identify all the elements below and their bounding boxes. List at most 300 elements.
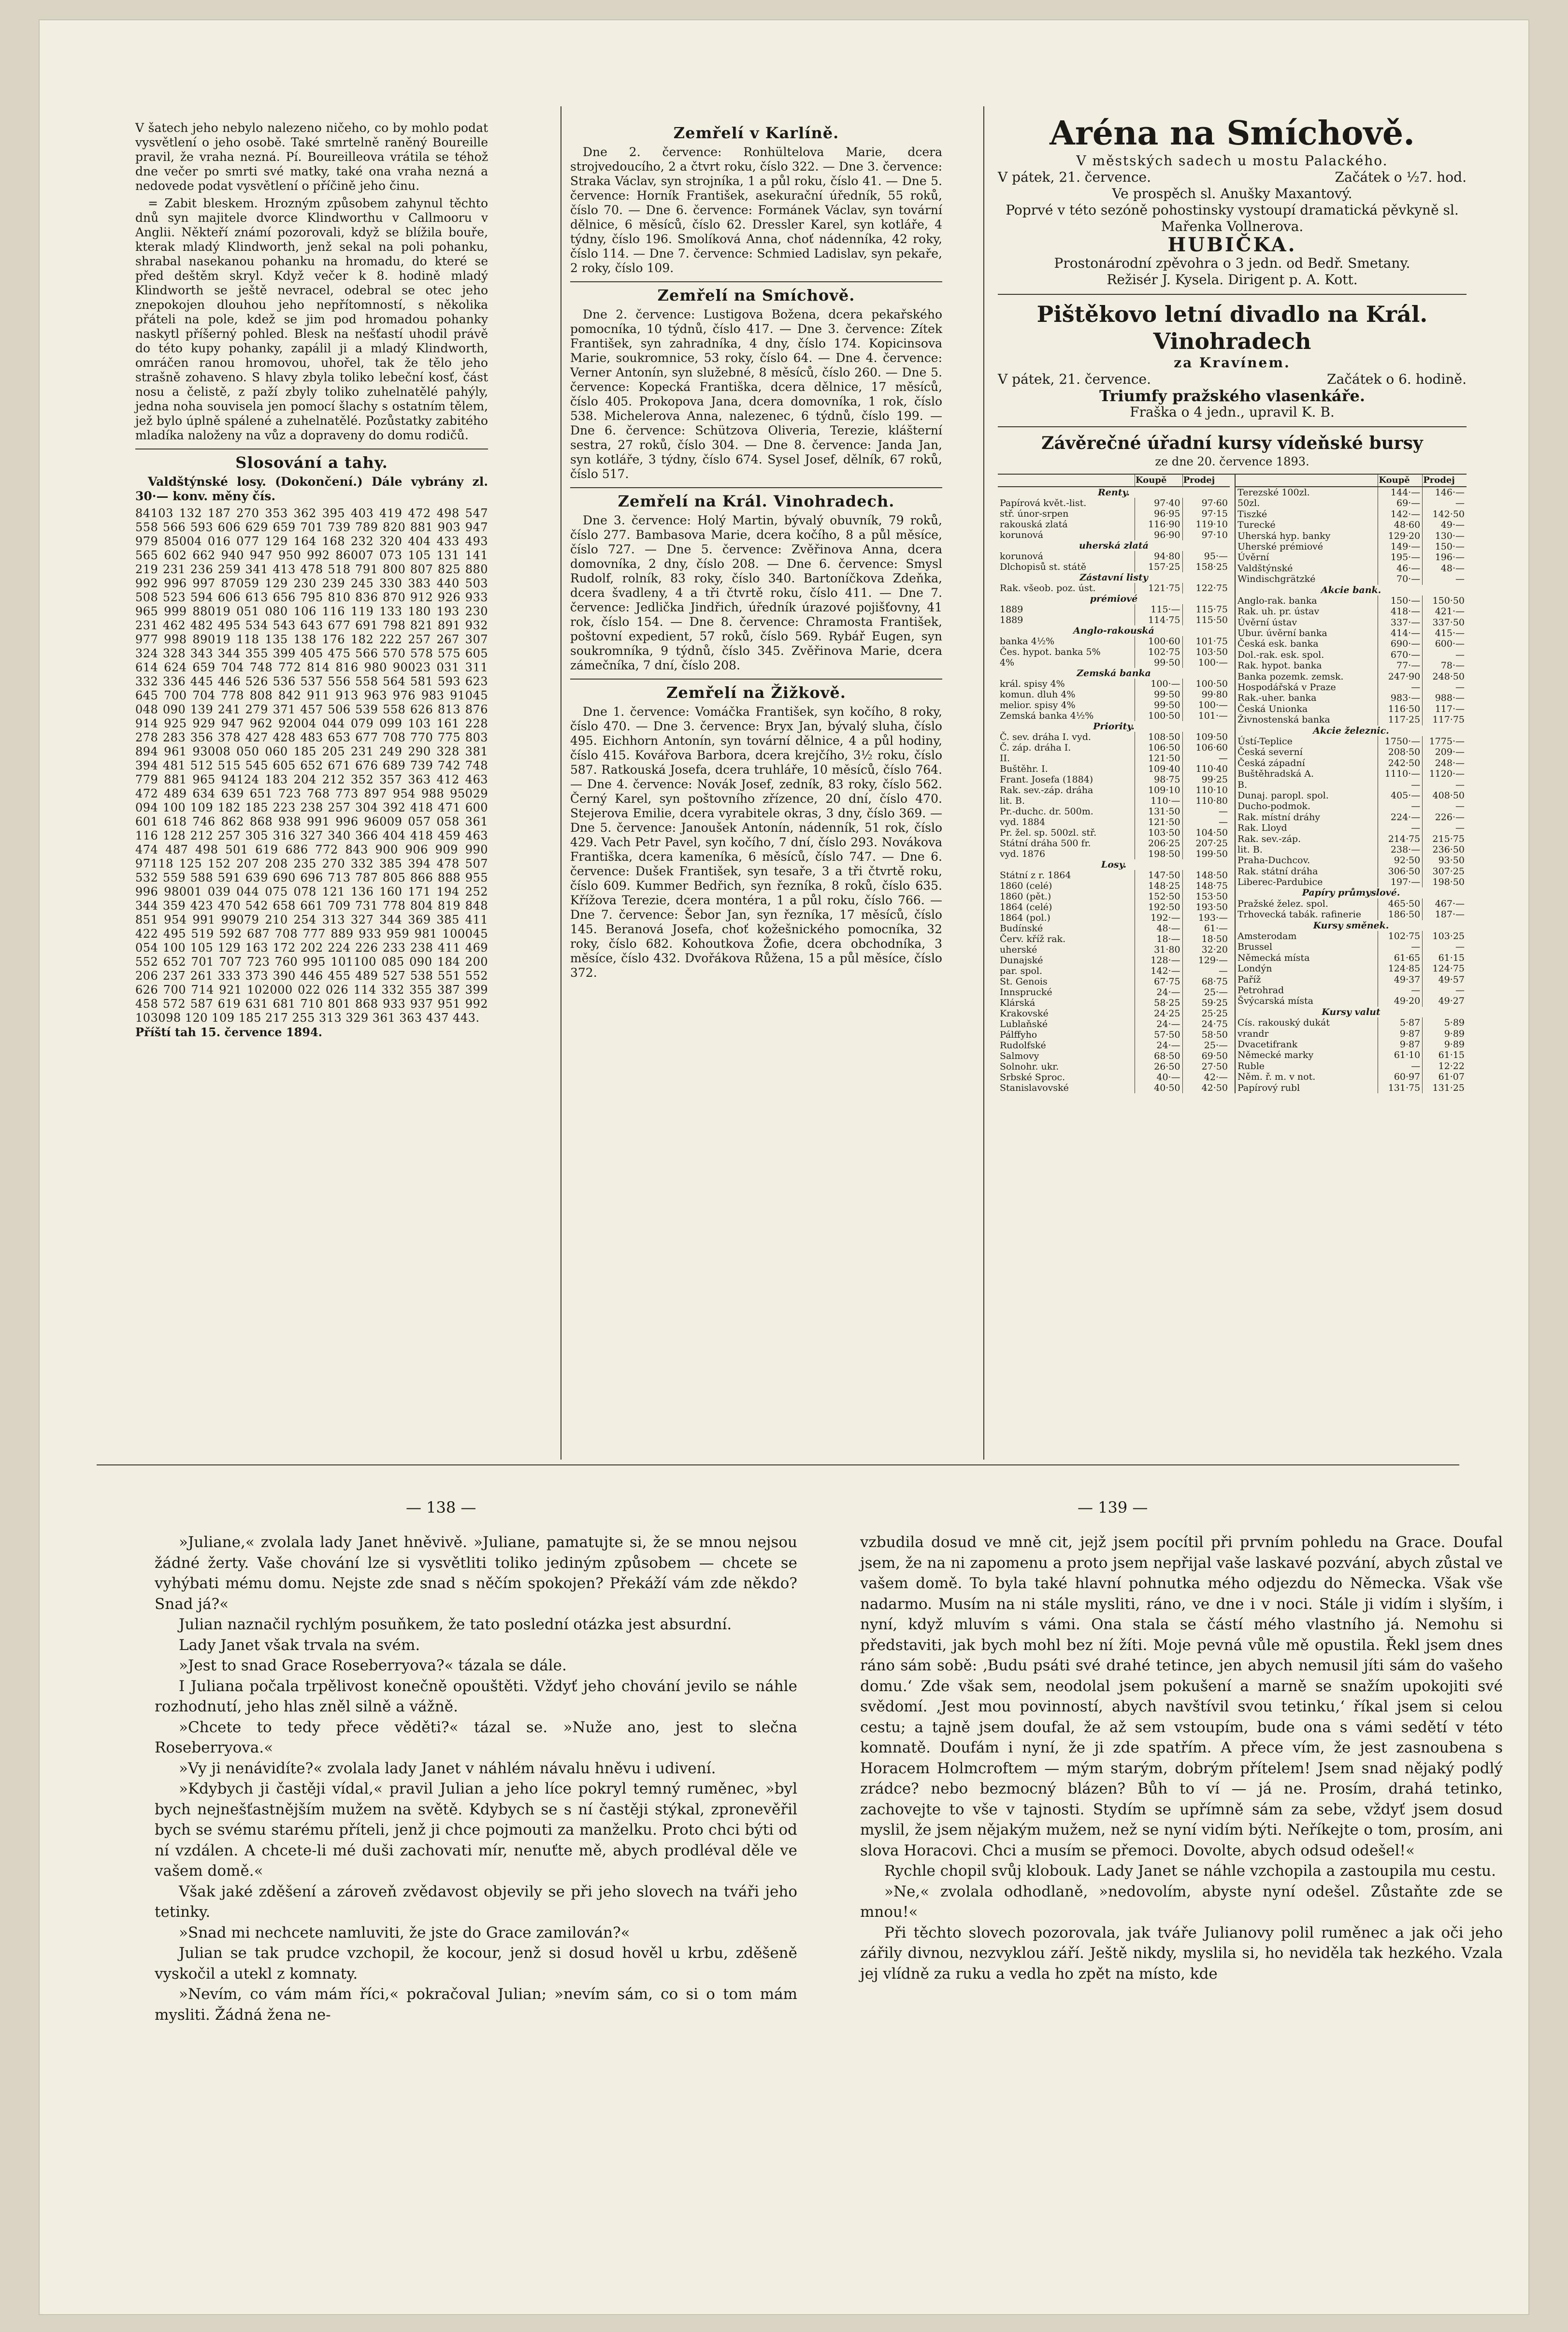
arena-subtitle: V městských sadech u mostu Palackého. bbox=[1076, 153, 1388, 169]
column-header-sell: Prodej bbox=[1182, 475, 1230, 487]
rate-row bbox=[1235, 996, 1467, 1006]
rate-row bbox=[1235, 725, 1467, 736]
rate-buy: 195·— bbox=[1378, 552, 1423, 563]
rate-name: II. bbox=[1000, 753, 1010, 764]
rate-name: 1889 bbox=[1000, 604, 1023, 615]
rate-buy: 405·— bbox=[1378, 790, 1423, 801]
rate-name: Priority. bbox=[1093, 721, 1135, 732]
rate-row bbox=[998, 679, 1230, 689]
rate-buy: 198·50 bbox=[1135, 849, 1183, 859]
rate-name: 50zl. bbox=[1237, 498, 1260, 509]
rate-row bbox=[1235, 1039, 1467, 1050]
rate-name: Č. sev. dráha I. vyd. bbox=[1000, 732, 1091, 742]
section-heading: Zemřelí na Žižkově. bbox=[666, 683, 846, 702]
rate-buy: 100·— bbox=[1135, 679, 1183, 689]
story-paragraph: I Juliana počala trpělivost konečně opouštěti. Vždyť jeho chování jevilo se náhle rozhodnutí, jeho hlas zněl silně a vážně. bbox=[155, 1677, 797, 1715]
rate-name: Buštěhradská A. bbox=[1237, 768, 1314, 780]
rate-buy: 142·— bbox=[1378, 509, 1423, 520]
column-header-sell: Prodej bbox=[1423, 475, 1467, 487]
rate-row bbox=[998, 774, 1230, 785]
rate-buy: 100·50 bbox=[1135, 710, 1183, 721]
lottery-numbers: 84103 132 187 270 353 362 395 403 419 472 498 547 558 566 593 606 629 659 701 739 789 820 881 903 947 979 85004 016 077 129 164 168 232 320 404 433 493 565 602 662 940 947 950 992 86007 073 105 131 141 219 231 236 259 341 413 478 518 791 800 807 825 880 992 996 997 87059 129 230 239 245 330 383 440 503 508 523 594 606 613 656 795 810 836 870 912 926 933 965 999 88019 051 080 106 116 119 133 180 193 230 231 462 482 495 534 543 643 677 691 798 821 891 932 977 998 89019 118 135 138 176 182 222 257 267 307 324 328 343 344 355 399 405 475 566 570 578 575 605 614 624 659 704 748 772 814 816 980 90023 031 311 332 336 445 446 526 536 537 556 558 564 581 593 623 645 700 704 778 808 842 911 913 963 976 983 91045 048 090 139 241 279 371 457 506 539 558 626 813 876 914 925 929 947 962 92004 044 079 099 103 161 228 278 283 356 378 427 428 483 653 677 708 770 775 803 894 961 93008 050 060 185 205 231 249 290 328 381 394 481 512 515 545 605 652 671 676 689 739 742 748 779 881 965 94124 183 204 212 352 357 363 412 463 472 489 634 639 651 723 768 773 897 954 988 95029 094 100 109 182 185 223 238 257 304 392 418 471 600 601 618 746 862 868 938 991 996 96009 057 058 361 116 128 212 257 305 316 327 340 366 404 418 459 463 474 487 498 501 619 686 772 843 900 906 909 990 97118 125 152 207 208 235 270 332 385 394 478 507 532 559 588 591 639 690 696 713 787 805 866 888 955 996 98001 039 044 075 078 121 136 160 171 194 252 344 359 423 470 542 658 661 709 731 778 804 819 848 851 954 991 99079 210 254 313 327 344 369 385 411 422 495 519 592 687 708 777 889 933 959 981 100045 054 100 105 129 163 172 202 224 226 233 238 411 469 552 652 701 707 723 760 995 101100 085 090 184 200 206 237 261 333 373 390 446 455 489 527 538 551 552 626 700 714 921 102000 022 026 114 332 355 387 399 458 572 587 619 631 681 710 801 868 933 937 951 992 103098 120 109 185 217 255 313 329 361 363 437 443. bbox=[135, 507, 488, 1025]
bourse-date: ze dne 20. července 1893. bbox=[1155, 455, 1309, 468]
rate-row bbox=[1235, 693, 1467, 703]
rate-buy: 31·80 bbox=[1135, 944, 1183, 955]
rate-name: Tiszké bbox=[1237, 508, 1267, 520]
rate-row bbox=[1235, 498, 1467, 508]
rate-name: Ruble bbox=[1237, 1060, 1265, 1072]
rate-name: Rak. sev.-záp. bbox=[1237, 833, 1301, 844]
rate-buy: 152·50 bbox=[1135, 891, 1183, 902]
rate-sell: 115·75 bbox=[1182, 604, 1230, 615]
arena-staff: Režisér J. Kysela. Dirigent p. A. Kott. bbox=[1107, 272, 1358, 288]
rate-row bbox=[998, 966, 1230, 976]
rate-sell: — bbox=[1182, 966, 1230, 976]
rate-sell: 93·50 bbox=[1423, 855, 1467, 866]
rate-name: Salmovy bbox=[1000, 1051, 1039, 1061]
rate-name: Rak. sev.-záp. dráha bbox=[1000, 785, 1093, 796]
rate-sell: 48·— bbox=[1423, 563, 1467, 574]
rate-row bbox=[1235, 541, 1467, 552]
rate-buy: 40·— bbox=[1135, 1072, 1183, 1083]
rate-row bbox=[1235, 628, 1467, 638]
theatre-description: Fraška o 4 jedn., upravil K. B. bbox=[1130, 404, 1335, 420]
rate-row bbox=[998, 859, 1230, 870]
rate-row bbox=[998, 594, 1230, 604]
rate-sell: 25·— bbox=[1182, 987, 1230, 998]
rate-name: Krakovské bbox=[1000, 1008, 1049, 1019]
rate-name: komun. dluh 4% bbox=[1000, 689, 1076, 700]
story-paragraph: »Chcete to tedy přece věděti?« tázal se. »Nuže ano, jest to slečna Roseberryova.« bbox=[155, 1718, 797, 1756]
rate-name: Budínské bbox=[1000, 923, 1043, 934]
rate-row bbox=[1235, 801, 1467, 811]
rate-buy: 142·— bbox=[1135, 966, 1183, 976]
rate-buy: 115·— bbox=[1135, 604, 1183, 615]
rate-row bbox=[1235, 617, 1467, 628]
rate-name: vyd. 1876 bbox=[1000, 849, 1046, 859]
rate-buy: 110·— bbox=[1135, 796, 1183, 806]
rate-name: Uherská hyp. banky bbox=[1237, 530, 1331, 541]
rate-sell: 95·— bbox=[1182, 551, 1230, 562]
rate-name: 4% bbox=[1000, 657, 1015, 668]
rate-buy: 206·25 bbox=[1135, 838, 1183, 849]
rate-buy: 99·50 bbox=[1135, 657, 1183, 668]
rate-sell: 27·50 bbox=[1182, 1061, 1230, 1072]
rate-row bbox=[1235, 931, 1467, 941]
rate-buy: 117·25 bbox=[1378, 714, 1423, 725]
rate-row bbox=[1235, 520, 1467, 530]
rate-name: melior. spisy 4% bbox=[1000, 700, 1076, 710]
rate-row bbox=[1235, 1017, 1467, 1028]
rate-name: Lublaňské bbox=[1000, 1019, 1048, 1029]
rate-sell: 207·25 bbox=[1182, 838, 1230, 849]
bourse-title: Závěrečné úřadní kursy vídeňské bursy bbox=[1041, 433, 1423, 453]
rate-row bbox=[998, 530, 1230, 540]
rate-row bbox=[998, 1029, 1230, 1040]
rate-buy: 150·— bbox=[1378, 595, 1423, 606]
rate-name: lit. B. bbox=[1000, 796, 1025, 806]
rate-sell: 236·50 bbox=[1423, 844, 1467, 855]
section-heading: Zemřelí na Smíchově. bbox=[657, 286, 855, 304]
rate-sell: 61·15 bbox=[1423, 953, 1467, 963]
arena-benefit: Ve prospěch sl. Anušky Maxantový. bbox=[1112, 186, 1352, 202]
rate-buy: 983·— bbox=[1378, 693, 1423, 703]
rate-buy: 99·50 bbox=[1135, 689, 1183, 700]
rate-name: Úvěrní ústav bbox=[1237, 617, 1297, 628]
rate-row bbox=[1235, 574, 1467, 584]
rate-buy: — bbox=[1378, 1061, 1423, 1072]
rate-name: Rak. státní dráha bbox=[1237, 866, 1318, 877]
rate-buy: 148·25 bbox=[1135, 881, 1183, 891]
rate-row bbox=[1235, 941, 1467, 952]
rate-name: Ústí-Teplice bbox=[1237, 736, 1293, 747]
rate-row bbox=[998, 572, 1230, 583]
rate-row bbox=[998, 647, 1230, 657]
theatre-start: Začátek o 6. hodině. bbox=[1327, 371, 1467, 387]
rate-row bbox=[1235, 552, 1467, 563]
rate-buy: 149·— bbox=[1378, 541, 1423, 552]
rate-name: uherská zlatá bbox=[1079, 540, 1149, 551]
rate-row bbox=[1235, 855, 1467, 866]
theatre-play: Triumfy pražského vlasenkáře. bbox=[1099, 387, 1365, 405]
rate-buy: 238·— bbox=[1378, 844, 1423, 855]
newspaper-page bbox=[39, 19, 1529, 2315]
rate-sell: 148·50 bbox=[1182, 870, 1230, 881]
rate-name: Anglo-rak. banka bbox=[1237, 595, 1317, 606]
rate-sell: 103·50 bbox=[1182, 647, 1230, 657]
rate-name: Rak. všeob. poz. úst. bbox=[1000, 583, 1096, 594]
rate-sell: — bbox=[1423, 650, 1467, 660]
rate-name: Červ. kříž rak. bbox=[1000, 934, 1066, 944]
rate-buy: 49·37 bbox=[1378, 974, 1423, 985]
rate-name: 1860 (pět.) bbox=[1000, 891, 1051, 902]
story-paragraph: Lady Janet však trvala na svém. bbox=[179, 1636, 420, 1654]
rate-buy: 100·60 bbox=[1135, 636, 1183, 647]
rate-buy: — bbox=[1378, 780, 1423, 790]
rate-buy: 102·75 bbox=[1135, 647, 1183, 657]
rate-name: Terezské 100zl. bbox=[1237, 487, 1310, 498]
rate-name: vrandr bbox=[1237, 1028, 1269, 1039]
rate-buy: 192·50 bbox=[1135, 902, 1183, 913]
theatre-subtitle: za Kravínem. bbox=[1174, 355, 1291, 371]
rate-name: Ubur. úvěrní banka bbox=[1237, 628, 1327, 639]
rate-sell: 153·50 bbox=[1182, 891, 1230, 902]
rate-row bbox=[998, 998, 1230, 1008]
rate-sell: — bbox=[1423, 801, 1467, 811]
rate-buy: 24·— bbox=[1135, 987, 1183, 998]
rate-buy: 61·65 bbox=[1378, 953, 1423, 963]
rate-row bbox=[1235, 812, 1467, 823]
rate-sell: 193·50 bbox=[1182, 902, 1230, 913]
rate-name: prémiové bbox=[1090, 594, 1138, 604]
rate-name: Renty. bbox=[1098, 487, 1130, 498]
section-heading: Zemřelí na Král. Vinohradech. bbox=[618, 492, 895, 510]
rate-buy: 9·87 bbox=[1378, 1039, 1423, 1050]
rate-row bbox=[1235, 736, 1467, 747]
arena-guest: Poprvé v této sezóně pohostinsky vystoupí dramatická pěvkyně sl. Mařenka Vollnerova. bbox=[1006, 202, 1459, 234]
rate-buy: 242·50 bbox=[1378, 758, 1423, 768]
rate-buy: 48·60 bbox=[1378, 520, 1423, 530]
rate-buy: — bbox=[1378, 941, 1423, 952]
rate-name: par. spol. bbox=[1000, 966, 1043, 976]
rate-sell: 106·60 bbox=[1182, 742, 1230, 753]
rate-buy: 102·75 bbox=[1378, 931, 1423, 941]
rate-sell: 61·— bbox=[1182, 923, 1230, 934]
rate-row bbox=[1235, 790, 1467, 801]
rate-buy: 68·50 bbox=[1135, 1051, 1183, 1061]
rate-name: 1864 (celé) bbox=[1000, 902, 1052, 913]
rate-name: král. spisy 4% bbox=[1000, 679, 1065, 689]
rate-row bbox=[1235, 1061, 1467, 1072]
rate-row bbox=[1235, 963, 1467, 974]
rate-name: Kursy valut bbox=[1322, 1006, 1381, 1017]
rate-row bbox=[998, 881, 1230, 891]
rate-buy: 144·— bbox=[1378, 487, 1423, 498]
rate-row bbox=[998, 700, 1230, 710]
rate-name: korunová bbox=[1000, 551, 1044, 562]
rate-row bbox=[998, 870, 1230, 881]
rate-name: 1864 (pol.) bbox=[1000, 913, 1050, 923]
rate-name: Banka pozemk. zemsk. bbox=[1237, 671, 1344, 682]
rate-buy: 98·75 bbox=[1135, 774, 1183, 785]
rate-row bbox=[1235, 866, 1467, 877]
rate-name: Anglo-rakouská bbox=[1073, 625, 1154, 636]
rate-buy: 96·95 bbox=[1135, 508, 1183, 519]
rate-buy: 26·50 bbox=[1135, 1061, 1183, 1072]
rate-row bbox=[998, 1083, 1230, 1093]
story-paragraph: »Kdybych ji častěji vídal,« pravil Julian a jeho líce pokryl temný ruměnec, »byl bych nejnešťastnějším mužem na světě. Kdybych se s ní častěji stýkal, zpronevěřil bych se svému starému příteli, jenž ji chce pojmouti za manželku. Proto chci býti od ní vzdálen. A chcete-li mé duši zachovati mír, nenuťte mě, abych prodléval děle ve vašem domě.« bbox=[155, 1780, 797, 1880]
death-notices: Dne 2. července: Ronhültelova Marie, dcera strojvedoucího, 2 a čtvrt roku, číslo 322. — Dne 3. července: Straka Václav, syn strojníka, 1 a půl roku, číslo 41. — Dne 5. července: Horník František, asekurační úředník, 55 roků, číslo 70. — Dne 6. července: Formánek Václav, syn tovární dělnice, 6 měsíců, číslo 62. Dressler Karel, syn kotláře, 4 týdny, číslo 196. Smolíková Anna, choť nádenníka, 42 roky, číslo 114. — Dne 7. července: Schmied Ladislav, syn pekaře, 2 roky, číslo 109. bbox=[570, 145, 942, 275]
rate-sell: 61·07 bbox=[1423, 1072, 1467, 1082]
rate-buy: 60·97 bbox=[1378, 1072, 1423, 1082]
rate-name: Buštěhr. I. bbox=[1000, 764, 1048, 774]
rate-row bbox=[998, 987, 1230, 998]
rate-sell: 209·— bbox=[1423, 747, 1467, 757]
rate-row bbox=[1235, 585, 1467, 595]
death-notices: Dne 1. července: Vomáčka František, syn kočího, 8 roky, číslo 470. — Dne 3. července: Bryx Jan, bývalý sluha, číslo 495. Eichhorn Antonín, syn tovární dělnice, 4 a půl hodiny, číslo 415. Kovářova Barbora, dcera krejčího, 3½ roku, číslo 587. Ratkouská Josefa, dcera truhláře, 10 měsíců, číslo 764. — Dne 4. července: Novák Josef, zedník, 83 roky, číslo 562. Černý Karel, syn poštovního zřízence, 20 dní, číslo 470. Stejerova Emilie, dcera vyrabitele okras, 3 dny, číslo 369. — Dne 5. července: Janoušek Antonín, nádenník, 51 rok, číslo 429. Vach Petr Pavel, syn kočího, 7 dní, číslo 293. Novákova Františka, dcera kameníka, 6 měsíců, číslo 747. — Dne 6. července: Dušek František, syn tesaře, 3 a tři čtvrtě roku, číslo 609. Kummer Bedřich, syn řezníka, 8 roků, číslo 635. Křížova Terezie, dcera montéra, 1 a půl roku, číslo 766. — Dne 7. července: Šebor Jan, syn řezníka, 17 měsíců, číslo 145. Beranová Josefa, choť kožešnického pomocníka, 32 roky, číslo 682. Kohoutkova Žofie, dcera obchodníka, 3 měsíce, číslo 432. Dvořákova Růžena, 15 a půl měsíce, číslo 372. bbox=[570, 705, 942, 980]
story-paragraph: »Snad mi nechcete namluviti, že jste do Grace zamilován?« bbox=[179, 1924, 630, 1941]
rate-row bbox=[1235, 758, 1467, 768]
rate-row bbox=[1235, 953, 1467, 963]
rate-sell: 100·50 bbox=[1182, 679, 1230, 689]
divider bbox=[570, 281, 942, 282]
rate-row bbox=[998, 891, 1230, 902]
rate-name: Zemská banka 4½% bbox=[1000, 710, 1094, 721]
rate-buy: 40·50 bbox=[1135, 1083, 1183, 1093]
rate-sell: 421·— bbox=[1423, 606, 1467, 617]
story-paragraph: vzbudila dosud ve mně cit, jejž jsem pocítil při prvním pohledu na Grace. Doufal jsem, že na ni zapomenu a proto jsem nepřijal vaše laskavé pozvání, abych zůstal ve vašem domě. To byla také hlavní pohnutka mého odjezdu do Německa. Však vše nadarmo. Musím na ni stále mysliti, ráno, ve dne i v noci. Stále ji vidím i slyším, i nyní, když mluvím s vámi. Ona stala se částí mého vlastního já. Nemohu si představiti, jak bych mohl bez ní žíti. Moje pevná vůle mě opustila. Řekl jsem dnes ráno sám sobě: ‚Budu psáti své drahé tetince, jen abych nemusil jíti sám do vašeho domu.‘ Zde však sem, neodolal jsem pokušení a marně se snažím upokojiti své svědomí. ‚Jest mou povinností, abych navštívil svou tetinku,‘ říkal jsem si celou cestu; a tajně jsem doufal, že až sem vstoupím, bude ona s vámi sedětí v této komnatě. Doufám i nyní, že ji zde spatřím. A přece vím, že jest zasnoubena s Horacem Holmcroftem — mým starým, dobrým přítelem! Jsem snad nějaký podlý zrádce? nebo bezmocný blázen? Bůh to ví — já ne. Prosím, drahá tetinko, zachovejte to vše v tajnosti. Stydím se upřímně sám za sebe, vždyť jsem dosud myslil, že jsem nějakým mužem, než se nyní vidím býti. Neříkejte o tom, prosím, ani slova Horacovi. Chci a musím se přemoci. Dovolte, abych odsud odešel!« bbox=[860, 1534, 1503, 1859]
rate-row bbox=[1235, 985, 1467, 996]
story-right-page bbox=[860, 1532, 1503, 1984]
rate-name: Petrohrad bbox=[1237, 985, 1284, 996]
rate-sell: 42·— bbox=[1182, 1072, 1230, 1083]
rate-buy: 48·— bbox=[1135, 923, 1183, 934]
rate-row bbox=[1235, 509, 1467, 520]
rate-buy: 116·50 bbox=[1378, 704, 1423, 714]
rate-sell: 187·— bbox=[1423, 909, 1467, 920]
rate-name: Česká severní bbox=[1237, 747, 1303, 758]
rate-buy: — bbox=[1378, 682, 1423, 693]
page-number-left: — 138 — bbox=[406, 1498, 476, 1517]
rate-sell: 97·10 bbox=[1182, 530, 1230, 540]
rate-name: Srbské Sproc. bbox=[1000, 1072, 1065, 1083]
rate-row bbox=[998, 817, 1230, 827]
page-divider bbox=[97, 1464, 1459, 1465]
rate-row bbox=[1235, 1072, 1467, 1082]
rate-sell: 337·50 bbox=[1423, 617, 1467, 628]
section-heading: Slosování a tahy. bbox=[235, 453, 388, 472]
rate-name: Uherské prémiové bbox=[1237, 541, 1323, 552]
rate-row bbox=[998, 689, 1230, 700]
rate-buy: 5·87 bbox=[1378, 1017, 1423, 1028]
rate-row bbox=[1235, 606, 1467, 617]
rate-name: Rak. hypot. banka bbox=[1237, 660, 1322, 671]
rate-sell: 12·22 bbox=[1423, 1061, 1467, 1072]
rate-name: Pálffyho bbox=[1000, 1029, 1037, 1040]
arena-play: HUBIČKA. bbox=[1167, 233, 1297, 256]
rate-row bbox=[998, 785, 1230, 796]
rate-name: Rak.-uher. banka bbox=[1237, 693, 1317, 704]
bourse-table-right bbox=[1235, 475, 1467, 1093]
rate-buy: 131·75 bbox=[1378, 1083, 1423, 1094]
rate-name: Hospodářská v Praze bbox=[1237, 682, 1336, 693]
rate-row bbox=[998, 721, 1230, 732]
rate-sell: 5·89 bbox=[1423, 1017, 1467, 1028]
rate-sell: 99·80 bbox=[1182, 689, 1230, 700]
rate-row bbox=[1235, 974, 1467, 985]
rate-row bbox=[998, 796, 1230, 806]
rate-row bbox=[998, 944, 1230, 955]
rate-sell: 99·25 bbox=[1182, 774, 1230, 785]
rate-row bbox=[998, 806, 1230, 817]
rate-name: St. Genois bbox=[1000, 976, 1048, 987]
lottery-next-draw: Příští tah 15. července 1894. bbox=[135, 1025, 323, 1039]
rate-sell: — bbox=[1182, 753, 1230, 764]
rate-buy: 9·87 bbox=[1378, 1028, 1423, 1039]
rate-name: Zástavní listy bbox=[1079, 572, 1148, 583]
rate-buy: 58·25 bbox=[1135, 998, 1183, 1008]
rate-sell: 129·— bbox=[1182, 955, 1230, 966]
column-1 bbox=[135, 121, 488, 1040]
rate-sell: 32·20 bbox=[1182, 944, 1230, 955]
rate-name: Londýn bbox=[1237, 963, 1272, 974]
rate-name: lit. B. bbox=[1237, 844, 1263, 855]
rate-buy: 192·— bbox=[1135, 913, 1183, 923]
rate-buy: 121·50 bbox=[1135, 817, 1183, 827]
rate-sell: 467·— bbox=[1423, 898, 1467, 909]
rate-buy: 108·50 bbox=[1135, 732, 1183, 742]
rate-row bbox=[998, 764, 1230, 774]
rate-name: Něm. ř. m. v not. bbox=[1237, 1072, 1316, 1083]
rate-row bbox=[998, 625, 1230, 636]
rate-buy: 224·— bbox=[1378, 812, 1423, 823]
rate-sell: 101·75 bbox=[1182, 636, 1230, 647]
rate-row bbox=[998, 1008, 1230, 1019]
rate-row bbox=[998, 976, 1230, 987]
rate-buy: 670·— bbox=[1378, 650, 1423, 660]
rate-sell: 59·25 bbox=[1182, 998, 1230, 1008]
rate-buy: 94·80 bbox=[1135, 551, 1183, 562]
rate-name: Dol.-rak. esk. spol. bbox=[1237, 649, 1324, 660]
rate-sell: 199·50 bbox=[1182, 849, 1230, 859]
rate-buy: — bbox=[1378, 801, 1423, 811]
rate-name: Dvacetifrank bbox=[1237, 1039, 1298, 1050]
death-notices: Dne 3. července: Holý Martin, bývalý obuvník, 79 roků, číslo 277. Bambasova Marie, dcera kočího, 8 a půl měsíce, číslo 727. — Dne 5. července: Zvěřinova Anna, dcera domovníka, 2 dny, číslo 208. — Dne 6. července: Smysl Rudolf, rolník, 83 roky, číslo 340. Bartoníčkova Zdeňka, dcera švadleny, 4 a tři čtvrtě roku, číslo 411. — Dne 7. července: Jedlička Jindřich, úředník úrazové pojišťovny, 41 rok, číslo 154. — Dne 8. července: Chramosta František, poštovní expedient, 57 roků, číslo 569. Rybář Eugen, syn soukromníka, 9 týdnů, číslo 345. Zvěřinova Marie, dcera zámečníka, 7 dní, číslo 208. bbox=[570, 513, 942, 672]
rate-sell: 248·50 bbox=[1423, 671, 1467, 682]
rate-name: Německé marky bbox=[1237, 1050, 1314, 1061]
rate-name: Papírová květ.-list. bbox=[1000, 498, 1087, 508]
rate-sell: 100·— bbox=[1182, 700, 1230, 710]
rate-sell: 158·25 bbox=[1182, 562, 1230, 572]
rate-sell: 104·50 bbox=[1182, 827, 1230, 838]
rate-name: Rak. uh. pr. ústav bbox=[1237, 606, 1320, 617]
rate-row bbox=[998, 540, 1230, 551]
rate-buy: 106·50 bbox=[1135, 742, 1183, 753]
rate-sell: 215·75 bbox=[1423, 834, 1467, 844]
rate-sell: — bbox=[1182, 806, 1230, 817]
rate-row bbox=[1235, 823, 1467, 833]
rate-sell: 142·50 bbox=[1423, 509, 1467, 520]
rate-name: Papírový rubl bbox=[1237, 1082, 1300, 1093]
rate-buy: — bbox=[1378, 985, 1423, 996]
column-header-buy: Koupě bbox=[1378, 475, 1423, 487]
rate-row bbox=[998, 849, 1230, 859]
rate-name: Brussel bbox=[1237, 941, 1273, 953]
rate-row bbox=[998, 498, 1230, 508]
rate-name: Švýcarská místa bbox=[1237, 996, 1313, 1007]
rate-row bbox=[1235, 877, 1467, 887]
rate-row bbox=[1235, 780, 1467, 790]
rate-name: Dunaj. paropl. spol. bbox=[1237, 790, 1329, 801]
story-paragraph: »Ne,« zvolala odhodlaně, »nedovolím, abyste nyní odešel. Zůstaňte zde se mnou!« bbox=[860, 1883, 1503, 1921]
rate-sell: 24·75 bbox=[1182, 1019, 1230, 1029]
rate-sell: 100·— bbox=[1182, 657, 1230, 668]
rate-row bbox=[1235, 747, 1467, 757]
rate-buy: 124·85 bbox=[1378, 963, 1423, 974]
rate-sell: 58·50 bbox=[1182, 1029, 1230, 1040]
rate-row bbox=[998, 636, 1230, 647]
rate-row bbox=[1235, 682, 1467, 693]
rate-row bbox=[1235, 920, 1467, 931]
rate-row bbox=[998, 551, 1230, 562]
rate-sell: 49·27 bbox=[1423, 996, 1467, 1006]
rate-sell: 307·25 bbox=[1423, 866, 1467, 877]
rate-row bbox=[1235, 844, 1467, 855]
rate-row bbox=[1235, 909, 1467, 920]
rate-name: Turecké bbox=[1237, 520, 1276, 531]
rate-row bbox=[998, 742, 1230, 753]
rate-name: Cís. rakouský dukát bbox=[1237, 1017, 1330, 1028]
rate-buy: 92·50 bbox=[1378, 855, 1423, 866]
rate-sell: 110·40 bbox=[1182, 764, 1230, 774]
rate-sell: 78·— bbox=[1423, 660, 1467, 671]
death-notices: Dne 2. července: Lustigova Božena, dcera pekařského pomocníka, 10 týdnů, číslo 417. — Dne 3. července: Zítek František, syn zahradníka, 4 dny, číslo 174. Kopicinsova Marie, soukromnice, 53 roky, číslo 64. — Dne 4. července: Verner Antonín, syn služebné, 8 měsíců, číslo 260. — Dne 5. července: Kopecká Františka, dcera dělnice, 17 měsíců, číslo 405. Prokopova Jana, dcera domovníka, 1 rok, číslo 538. Michelerova Anna, nalezenec, 6 týdnů, číslo 199. — Dne 6. července: Schützova Oliveria, Terezie, klášterní sestra, 27 roků, číslo 304. — Dne 8. července: Janda Jan, syn kotláře, 3 týdny, číslo 674. Sysel Josef, dělník, 67 roků, číslo 517. bbox=[570, 307, 942, 481]
rate-row bbox=[1235, 768, 1467, 779]
rate-row bbox=[1235, 704, 1467, 714]
story-paragraph: »Jest to snad Grace Roseberryova?« tázala se dále. bbox=[179, 1657, 567, 1674]
story-left-page bbox=[155, 1532, 797, 2025]
rate-buy: 306·50 bbox=[1378, 866, 1423, 877]
rate-name: Česká esk. banka bbox=[1237, 638, 1319, 650]
rate-row bbox=[1235, 660, 1467, 671]
rate-row bbox=[1235, 650, 1467, 660]
rate-name: Praha-Duchcov. bbox=[1237, 855, 1310, 866]
column-2 bbox=[570, 121, 942, 983]
rate-row bbox=[1235, 595, 1467, 606]
rate-sell: 25·25 bbox=[1182, 1008, 1230, 1019]
rate-sell: 69·50 bbox=[1182, 1051, 1230, 1061]
rate-name: 1860 (celé) bbox=[1000, 881, 1052, 891]
